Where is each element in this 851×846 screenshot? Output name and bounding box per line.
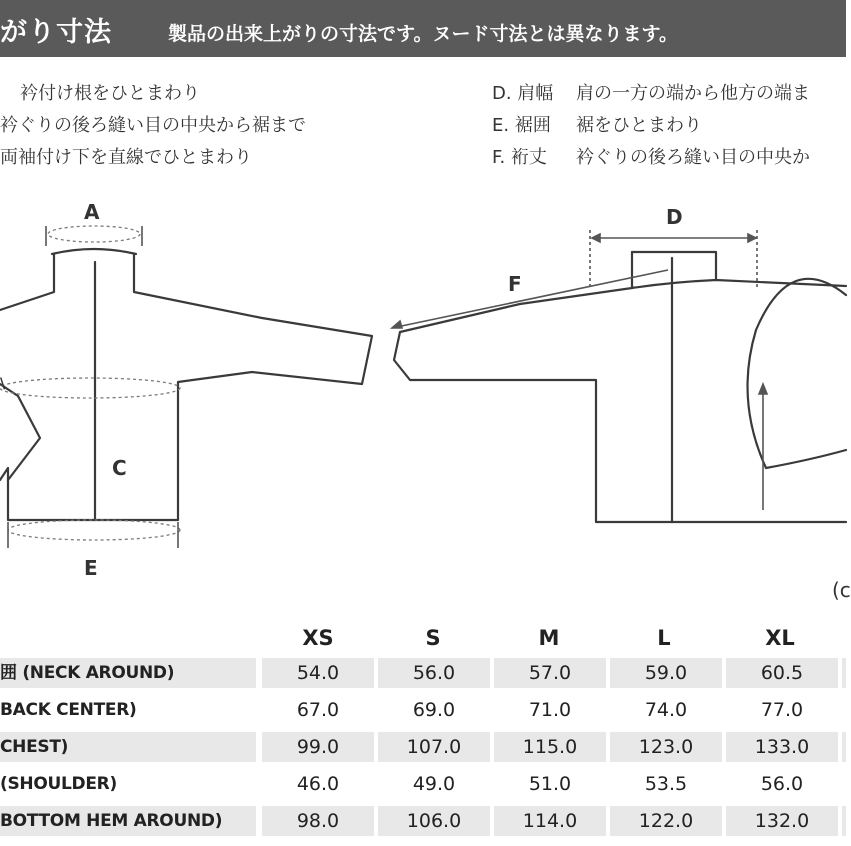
definitions-right xyxy=(492,78,810,174)
hem-around-ellipse xyxy=(8,520,180,540)
table-row xyxy=(0,658,846,688)
definition-d-key: D. 肩幅 xyxy=(492,83,554,104)
garment-diagram xyxy=(0,190,846,590)
definition-f xyxy=(492,142,810,174)
sleeve-length-arrow-line xyxy=(392,270,668,328)
label-c: C xyxy=(112,456,127,480)
cell-m: 115.0 xyxy=(494,732,606,762)
unit-label: (c xyxy=(832,578,851,602)
row-label: 囲 (NECK AROUND) xyxy=(0,658,256,688)
cell-xl: 60.5 xyxy=(726,658,838,688)
row-label: BACK CENTER) xyxy=(0,695,256,725)
cell-xl: 56.0 xyxy=(726,769,838,799)
table-row xyxy=(0,806,846,836)
definition-e xyxy=(492,110,810,142)
cell-xl: 133.0 xyxy=(726,732,838,762)
cell-m: 51.0 xyxy=(494,769,606,799)
cell-edge xyxy=(842,732,846,762)
page-subtitle: 製品の出来上がりの寸法です。ヌード寸法とは異なります。 xyxy=(168,23,678,45)
cell-s: 56.0 xyxy=(378,658,490,688)
table-header xyxy=(0,620,846,656)
col-s: S xyxy=(425,626,441,650)
cell-xs: 46.0 xyxy=(262,769,374,799)
cell-l: 59.0 xyxy=(610,658,722,688)
chest-around-ellipse xyxy=(0,378,180,398)
cell-xs: 67.0 xyxy=(262,695,374,725)
back-collar xyxy=(632,252,846,288)
cell-m: 57.0 xyxy=(494,658,606,688)
col-m: M xyxy=(538,626,560,650)
cell-s: 107.0 xyxy=(378,732,490,762)
cell-xs: 54.0 xyxy=(262,658,374,688)
definition-a: 衿付け根をひとまわり xyxy=(20,83,200,104)
row-label: (SHOULDER) xyxy=(0,769,256,799)
definition-f-text: 衿ぐりの後ろ縫い目の中央か xyxy=(576,147,810,168)
definition-e-key: E. 裾囲 xyxy=(492,115,551,136)
cell-xs: 98.0 xyxy=(262,806,374,836)
label-f: F xyxy=(508,272,522,296)
definition-c: 両袖付け下を直線でひとまわり xyxy=(0,147,252,168)
cell-s: 49.0 xyxy=(378,769,490,799)
row-label: BOTTOM HEM AROUND) xyxy=(0,806,256,836)
definition-d xyxy=(492,78,810,110)
col-xs: XS xyxy=(302,626,334,650)
sleeve-length-arrowhead xyxy=(392,321,402,328)
definition-d-text: 肩の一方の端から他方の端ま xyxy=(576,83,810,104)
neck-around-ellipse xyxy=(48,226,140,242)
label-e: E xyxy=(84,556,98,580)
table-row xyxy=(0,769,846,799)
definition-f-key: F. 裄丈 xyxy=(492,147,547,168)
table-row xyxy=(0,732,846,762)
definition-e-text: 裾をひとまわり xyxy=(576,115,702,136)
page-title: がり寸法 xyxy=(0,17,112,48)
cell-s: 69.0 xyxy=(378,695,490,725)
table-row xyxy=(0,695,846,725)
cell-xs: 99.0 xyxy=(262,732,374,762)
cell-edge xyxy=(842,658,846,688)
col-l: L xyxy=(657,626,671,650)
cell-l: 74.0 xyxy=(610,695,722,725)
cell-m: 114.0 xyxy=(494,806,606,836)
cell-l: 53.5 xyxy=(610,769,722,799)
row-label: CHEST) xyxy=(0,732,256,762)
cell-s: 106.0 xyxy=(378,806,490,836)
label-a: A xyxy=(84,200,100,224)
front-left-sleeve xyxy=(0,384,40,480)
header-bar xyxy=(0,0,846,57)
cell-xl: 77.0 xyxy=(726,695,838,725)
cell-edge xyxy=(842,806,846,836)
back-length-arrowhead xyxy=(759,384,767,394)
definitions-left xyxy=(0,78,306,174)
label-d: D xyxy=(666,205,683,229)
cell-l: 122.0 xyxy=(610,806,722,836)
shoulder-width-arrowhead-left xyxy=(592,234,600,242)
shoulder-width-arrowhead-right xyxy=(748,234,756,242)
definition-b: 衿ぐりの後ろ縫い目の中央から裾まで xyxy=(0,115,306,136)
label-b-partial: \ xyxy=(0,376,6,392)
cell-xl: 132.0 xyxy=(726,806,838,836)
front-jacket-outline xyxy=(0,254,372,520)
cell-l: 123.0 xyxy=(610,732,722,762)
cell-m: 71.0 xyxy=(494,695,606,725)
front-collar xyxy=(52,249,136,254)
col-xl: XL xyxy=(765,626,795,650)
